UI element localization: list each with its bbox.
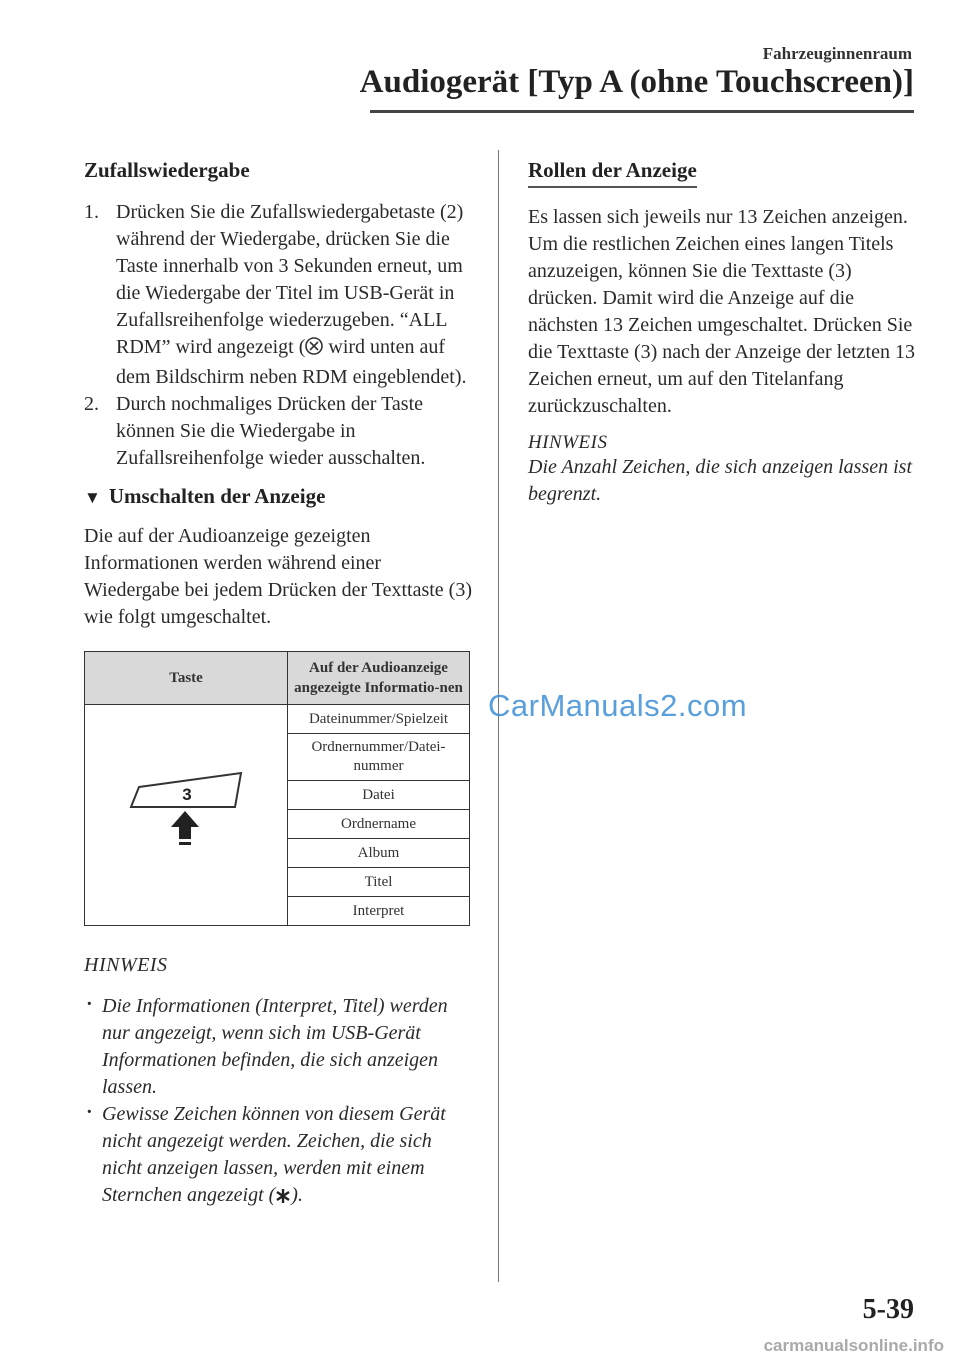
table-header-taste: Taste <box>85 652 288 705</box>
random-play-icon <box>305 336 323 364</box>
note-text-right: Die Anzahl Zeichen, die sich anzeigen lassen ist begrenzt. <box>528 456 913 505</box>
text-key-cell <box>85 705 288 926</box>
display-info-table <box>84 651 470 926</box>
table-row <box>85 705 470 734</box>
page-title: Audiogerät [Typ A (ohne Touchscreen)] <box>359 64 914 100</box>
list-item: · Die Informationen (Interpret, Titel) werden nur angezeigt, wenn sich im USB-Gerät Informationen befinden, die sich anzeigen lassen. <box>84 993 476 1101</box>
table-cell: Interpret <box>288 897 470 926</box>
step-number: 1. <box>84 201 99 223</box>
umschalten-text: Die auf der Audioanzeige gezeigten Informationen werden während einer Wiedergabe bei jedem Drücken der Texttaste (3) wie folgt umgeschaltet. <box>84 525 472 628</box>
note-end: ). <box>291 1184 303 1206</box>
asterisk-icon <box>275 1185 291 1212</box>
footer-watermark: carmanualsonline.info <box>763 1336 944 1355</box>
left-column <box>84 158 476 1212</box>
text-key-icon <box>121 767 251 857</box>
table-header-info: Auf der Audioanzeige angezeigte Informatio-nen <box>288 652 470 705</box>
note-heading-right: HINWEIS <box>528 432 608 453</box>
notes-list <box>84 993 476 1212</box>
table-cell: Album <box>288 839 470 868</box>
step-text-b: wird unten auf dem Bildschirm neben RDM eingeblendet). <box>116 336 467 388</box>
note-heading: HINWEIS <box>84 954 168 976</box>
rollen-text: Es lassen sich jeweils nur 13 Zeichen anzeigen. Um die restlichen Zeichen eines langen Titels anzuzeigen, können Sie die Texttaste (3) drücken. Damit wird die Anzeige auf die nächsten 13 Zeichen umgeschaltet. Drücken Sie die Texttaste (3) nach der Anzeige der letzten 13 Zeichen erneut, um auf den Titelanfang zurückzuschalten. <box>528 206 915 417</box>
step-text-a: Drücken Sie die Zufallswiedergabetaste (2) während der Wiedergabe, drücken Sie die Taste innerhalb von 3 Sekunden erneut, um die Wiedergabe der Titel im USB-Gerät in Zufallsreihenfolge wiederzugeben. “ALL RDM” wird angezeigt ( <box>116 201 464 358</box>
list-item <box>84 1101 476 1212</box>
key-label: 3 <box>182 785 192 804</box>
table-cell: Ordnernummer/Datei-nummer <box>288 734 470 781</box>
table-cell: Titel <box>288 868 470 897</box>
note-text: Gewisse Zeichen können von diesem Gerät nicht angezeigt werden. Zeichen, die sich nicht anzeigen lassen, werden mit einem Sternchen angezeigt ( <box>102 1103 446 1206</box>
step-text: Durch nochmaliges Drücken der Taste können Sie die Wiedergabe in Zufallsreihenfolge wieder ausschalten. <box>116 393 426 469</box>
triangle-icon: ▼ <box>84 488 101 507</box>
umschalten-heading <box>84 484 476 509</box>
table-cell: Ordnername <box>288 810 470 839</box>
header-rule <box>370 110 914 113</box>
step-number: 2. <box>84 393 99 415</box>
header-section: Fahrzeuginnenraum <box>762 44 912 63</box>
list-item <box>84 199 476 391</box>
rollen-heading: Rollen der Anzeige <box>528 158 697 188</box>
page-number: 5-39 <box>862 1294 914 1325</box>
umschalten-heading-text: Umschalten der Anzeige <box>108 484 326 508</box>
right-column <box>528 158 918 508</box>
zufall-heading: Zufallswiedergabe <box>84 158 250 182</box>
watermark: CarManuals2.com <box>488 688 748 723</box>
list-item <box>84 391 476 472</box>
table-cell: Dateinummer/Spielzeit <box>288 705 470 734</box>
table-cell: Datei <box>288 781 470 810</box>
steps-list <box>84 199 476 472</box>
